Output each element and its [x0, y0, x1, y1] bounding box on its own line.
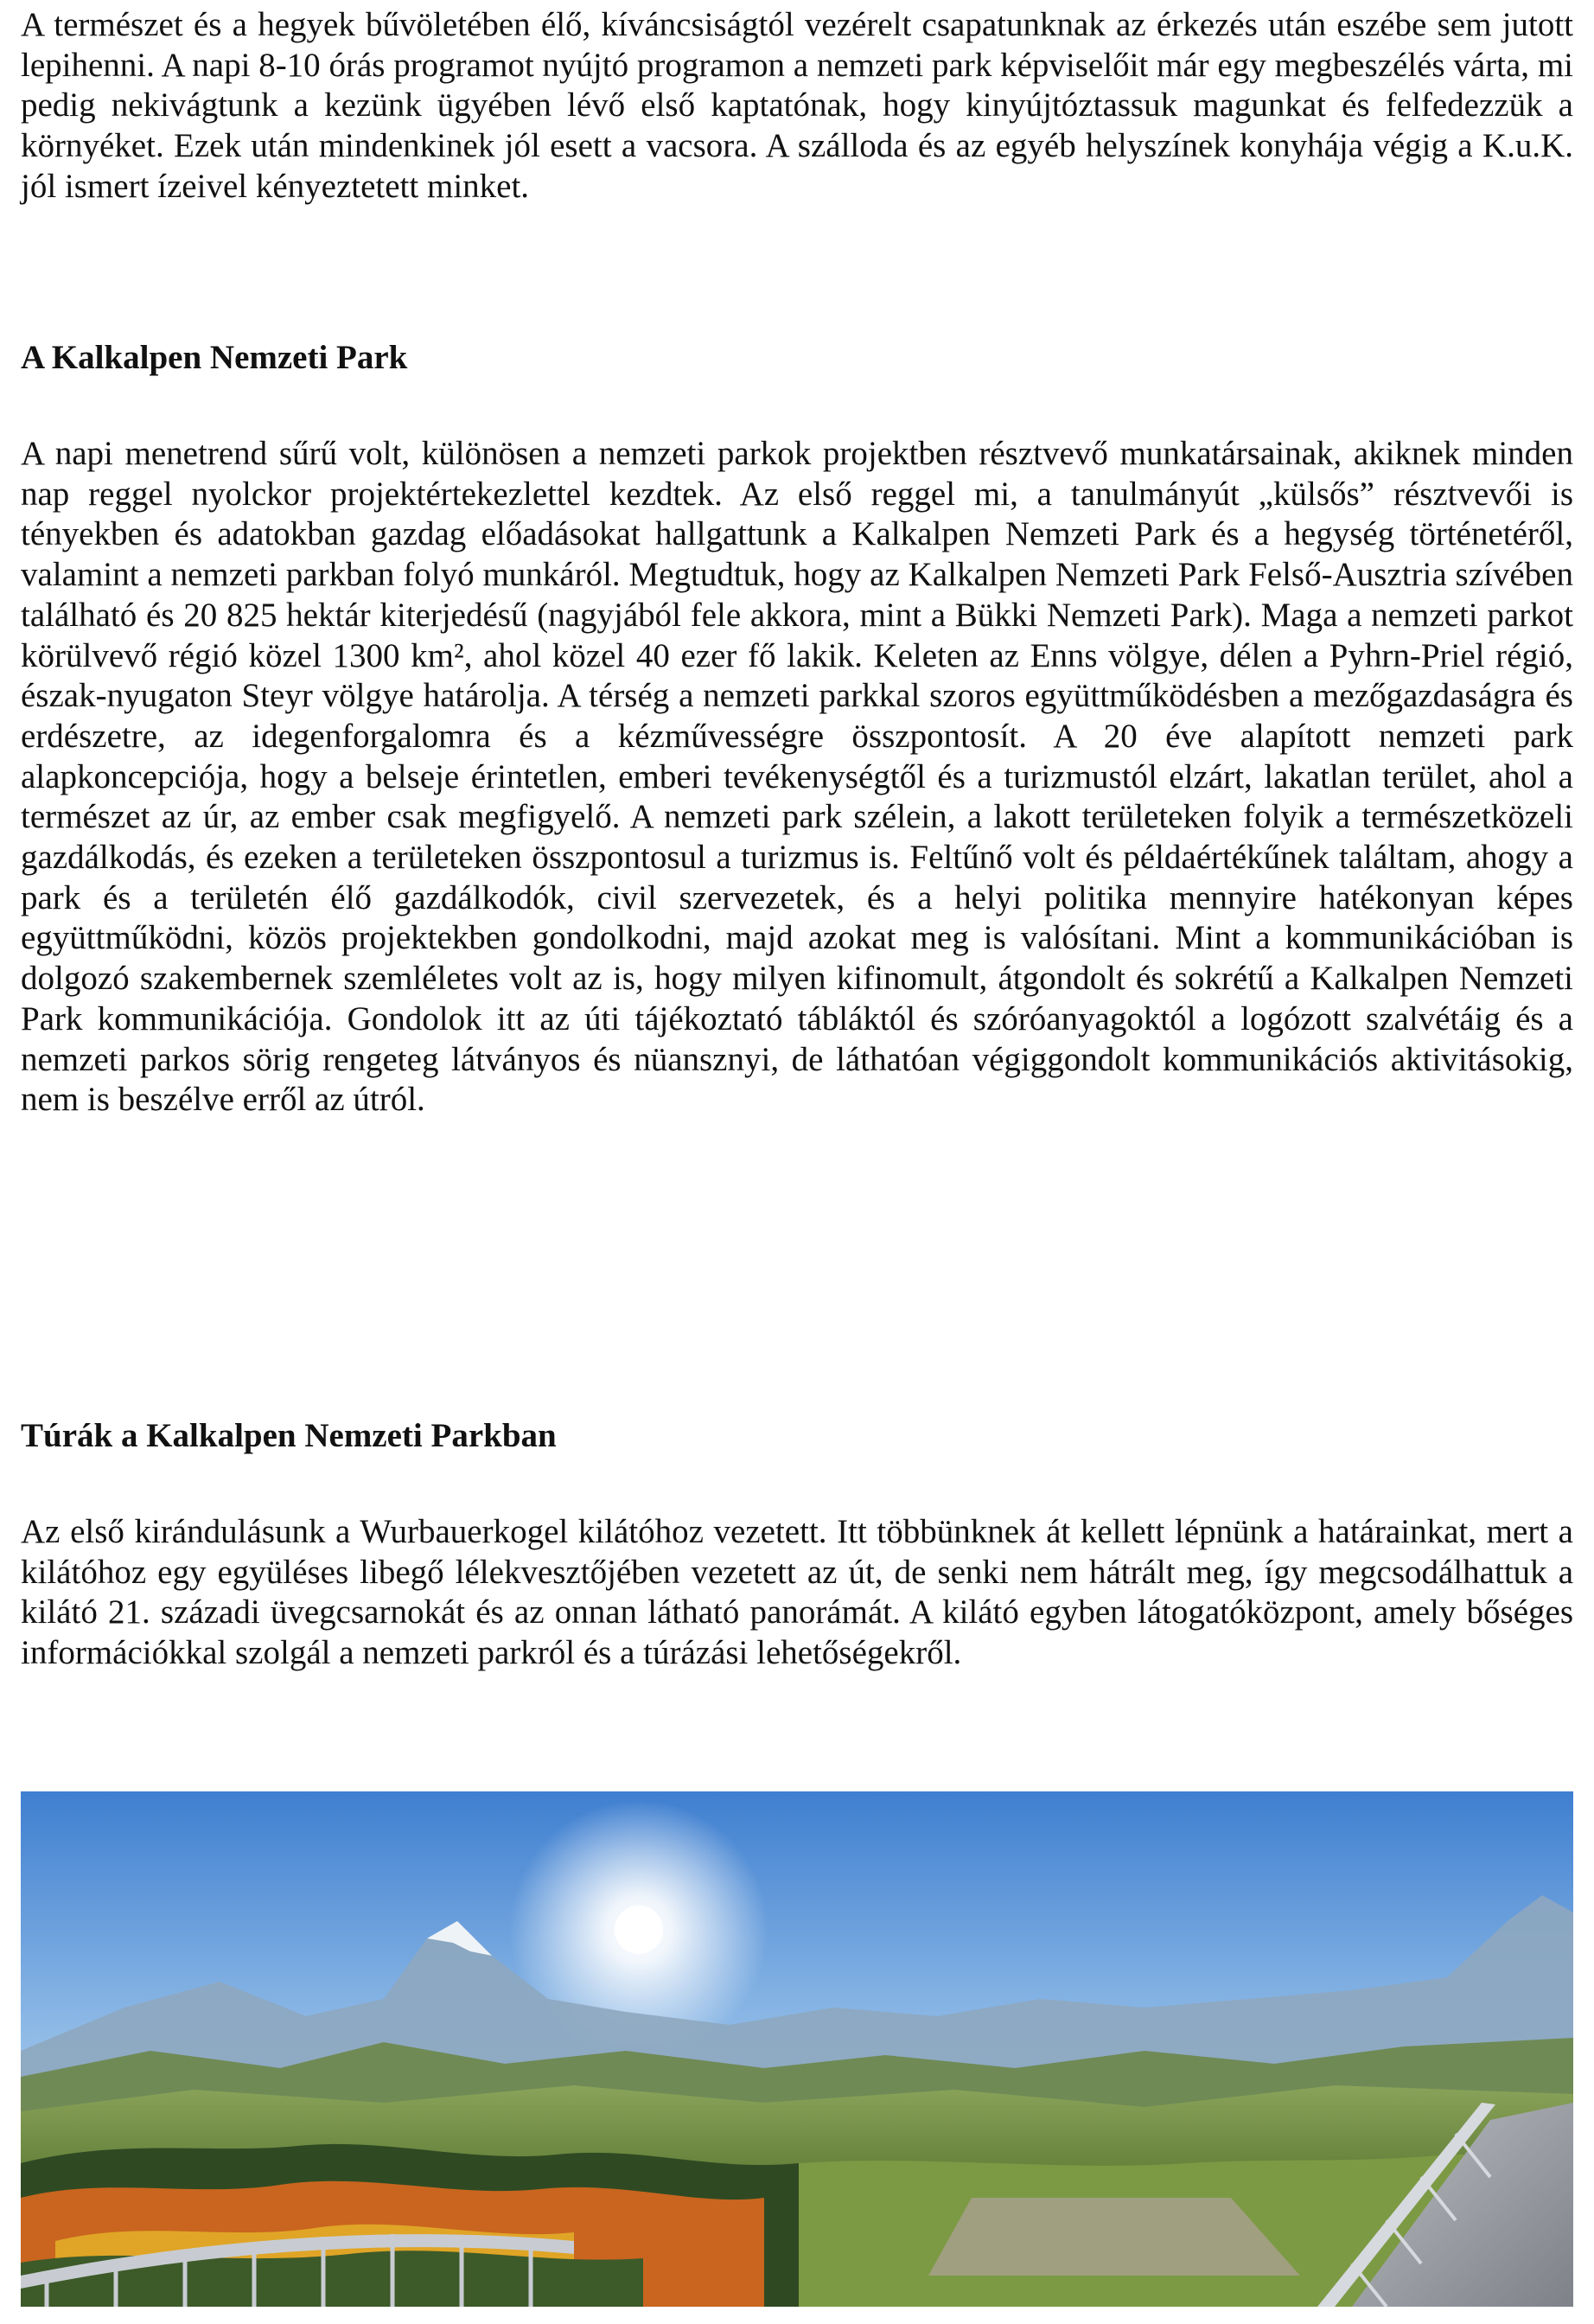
paragraph-tours: Az első kirándulásunk a Wurbauerkogel kilátóhoz vezetett. Itt többünknek át kellett lépnünk a határainkat, mert a kilátóhoz egy együléses libegő lélekvesztőjében vezetett az út, de senki nem hátrált meg, így megcsodálhattuk a kilátó 21. századi üvegcsarnokát és az onnan látható panorámát. A kilátó egyben látogatóközpont, amely bőséges információkkal szolgál a nemzeti parkról és a túrázási lehetőségekről. [21, 1513, 1573, 1672]
mountain-panorama-photo [21, 1791, 1573, 2307]
section-heading-park: A Kalkalpen Nemzeti Park [21, 339, 408, 376]
panorama-illustration [21, 1791, 1573, 2307]
paragraph-park: A napi menetrend sűrű volt, különösen a nemzeti parkok projektben résztvevő munkatársainak, akiknek minden nap reggel nyolckor projektértekezlettel kezdtek. Az első reggel mi, a tanulmányút „külsős” résztvevői is tényekben és adatokban gazdag előadásokat hallgattunk a Kalkalpen Nemzeti Park és a hegység történetéről, valamint a nemzeti parkban folyó munkáról. Megtudtuk, hogy az Kalkalpen Nemzeti Park Felső-Ausztria szívében található és 20 825 hektár kiterjedésű (nagyjából fele akkora, mint a Bükki Nemzeti Park). Maga a nemzeti parkot körülvevő régió közel 1300 km², ahol közel 40 ezer fő lakik. Keleten az Enns völgye, délen a Pyhrn-Priel régió, észak-nyugaton Steyr völgye határolja. A térség a nemzeti parkkal szoros együttműködésben a mezőgazdaságra és erdészetre, az idegenforgalomra és a kézművességre összpontosít. A 20 éve alapított nemzeti park alapkoncepciója, hogy a belseje érintetlen, emberi tevékenységtől és a turizmustól elzárt, lakatlan terület, ahol a természet az úr, az ember csak megfigyelő. A nemzeti park szélein, a lakott területeken folyik a természetközeli gazdálkodás, és ezeken a területeken összpontosul a turizmus is. Feltűnő volt és példaértékűnek találtam, ahogy a park és a területén élő gazdálkodók, civil szervezetek, és a helyi politika mennyire hatékonyan képes együttműködni, közös projektekben gondolkodni, majd azokat meg is valósítani. Mint a kommunikációban is dolgozó szakembernek szemléletes volt az is, hogy milyen kifinomult, átgondolt és sokrétű a Kalkalpen Nemzeti Park kommunikációja. Gondolok itt az úti tájékoztató tábláktól és szóróanyagoktól a logózott szalvétáig és a nemzeti parkos sörig rengeteg látványos és nüansznyi, de láthatóan végiggondolt kommunikációs aktivitásokig, nem is beszélve erről az útról. [21, 435, 1573, 1119]
section-heading-tours: Túrák a Kalkalpen Nemzeti Parkban [21, 1417, 557, 1454]
paragraph-intro: A természet és a hegyek bűvöletében élő, kíváncsiságtól vezérelt csapatunknak az érkezés után eszébe sem jutott lepihenni. A napi 8-10 órás programot nyújtó programon a nemzeti park képviselőit már egy megbeszélés várta, mi pedig nekivágtunk a kezünk ügyében lévő első kaptatónak, hogy kinyújtóztassuk magunkat és felfedezzük a környéket. Ezek után mindenkinek jól esett a vacsora. A szálloda és az egyéb helyszínek konyhája végig a K.u.K. jól ismert ízeivel kényeztetett minket. [21, 6, 1573, 205]
